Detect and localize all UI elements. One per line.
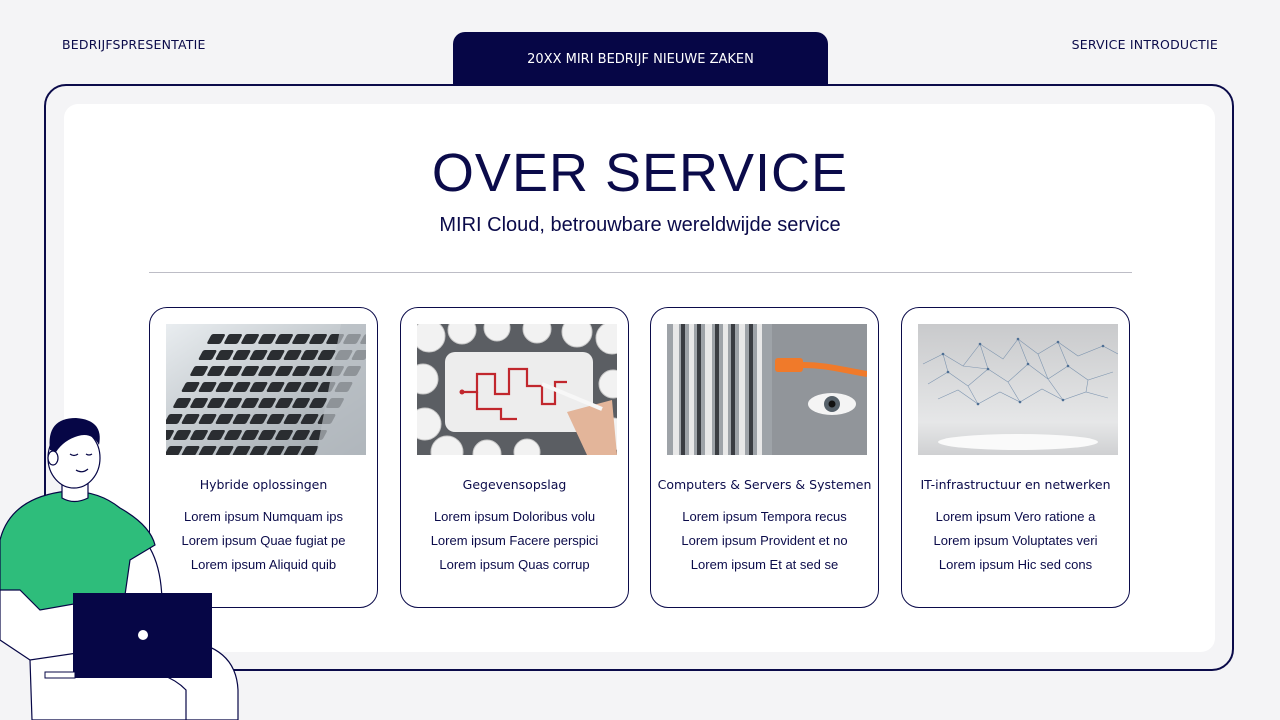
card-line: Lorem ipsum Quas corrup	[439, 557, 590, 572]
card-line: Lorem ipsum Aliquid quib	[190, 557, 337, 572]
card-line: Lorem ipsum Et at sed se	[690, 557, 839, 572]
header-tab	[453, 32, 828, 86]
card-line: Lorem ipsum Numquam ips	[184, 509, 343, 524]
card-title: Gegevensopslag	[462, 477, 567, 492]
presentation-label: BEDRIJFSPRESENTATIE	[62, 37, 206, 52]
network-mesh-image	[918, 324, 1118, 455]
card-line: Lorem ipsum Doloribus volu	[433, 509, 596, 524]
card-title: Hybride oplossingen	[199, 477, 328, 492]
page-subtitle: MIRI Cloud, betrouwbare wereldwijde service	[439, 214, 841, 236]
card-line: Lorem ipsum Voluptates veri	[933, 533, 1098, 548]
divider	[149, 272, 1132, 273]
card-description	[401, 508, 628, 580]
page-title: OVER SERVICE	[431, 143, 849, 203]
service-card-storage	[400, 307, 629, 608]
card-line: Lorem ipsum Hic sed cons	[938, 557, 1093, 572]
service-card-infrastructure	[901, 307, 1130, 608]
card-line: Lorem ipsum Provident et no	[681, 533, 848, 548]
server-cable-image	[667, 324, 867, 455]
maze-drawing-image	[417, 324, 617, 455]
card-line: Lorem ipsum Facere perspici	[430, 533, 599, 548]
card-description	[651, 508, 878, 580]
card-line: Lorem ipsum Tempora recus	[682, 509, 847, 524]
card-line: Lorem ipsum Vero ratione a	[935, 509, 1096, 524]
card-title: IT-infrastructuur en netwerken	[920, 477, 1111, 492]
section-label: SERVICE INTRODUCTIE	[1071, 37, 1218, 52]
header-tab-label: 20XX MIRI BEDRIJF NIEUWE ZAKEN	[527, 52, 754, 67]
service-card-computers	[650, 307, 879, 608]
card-description	[902, 508, 1129, 580]
card-title: Computers & Servers & Systemen	[657, 477, 872, 492]
card-line: Lorem ipsum Quae fugiat pe	[181, 533, 346, 548]
person-laptop-illustration	[0, 410, 250, 720]
